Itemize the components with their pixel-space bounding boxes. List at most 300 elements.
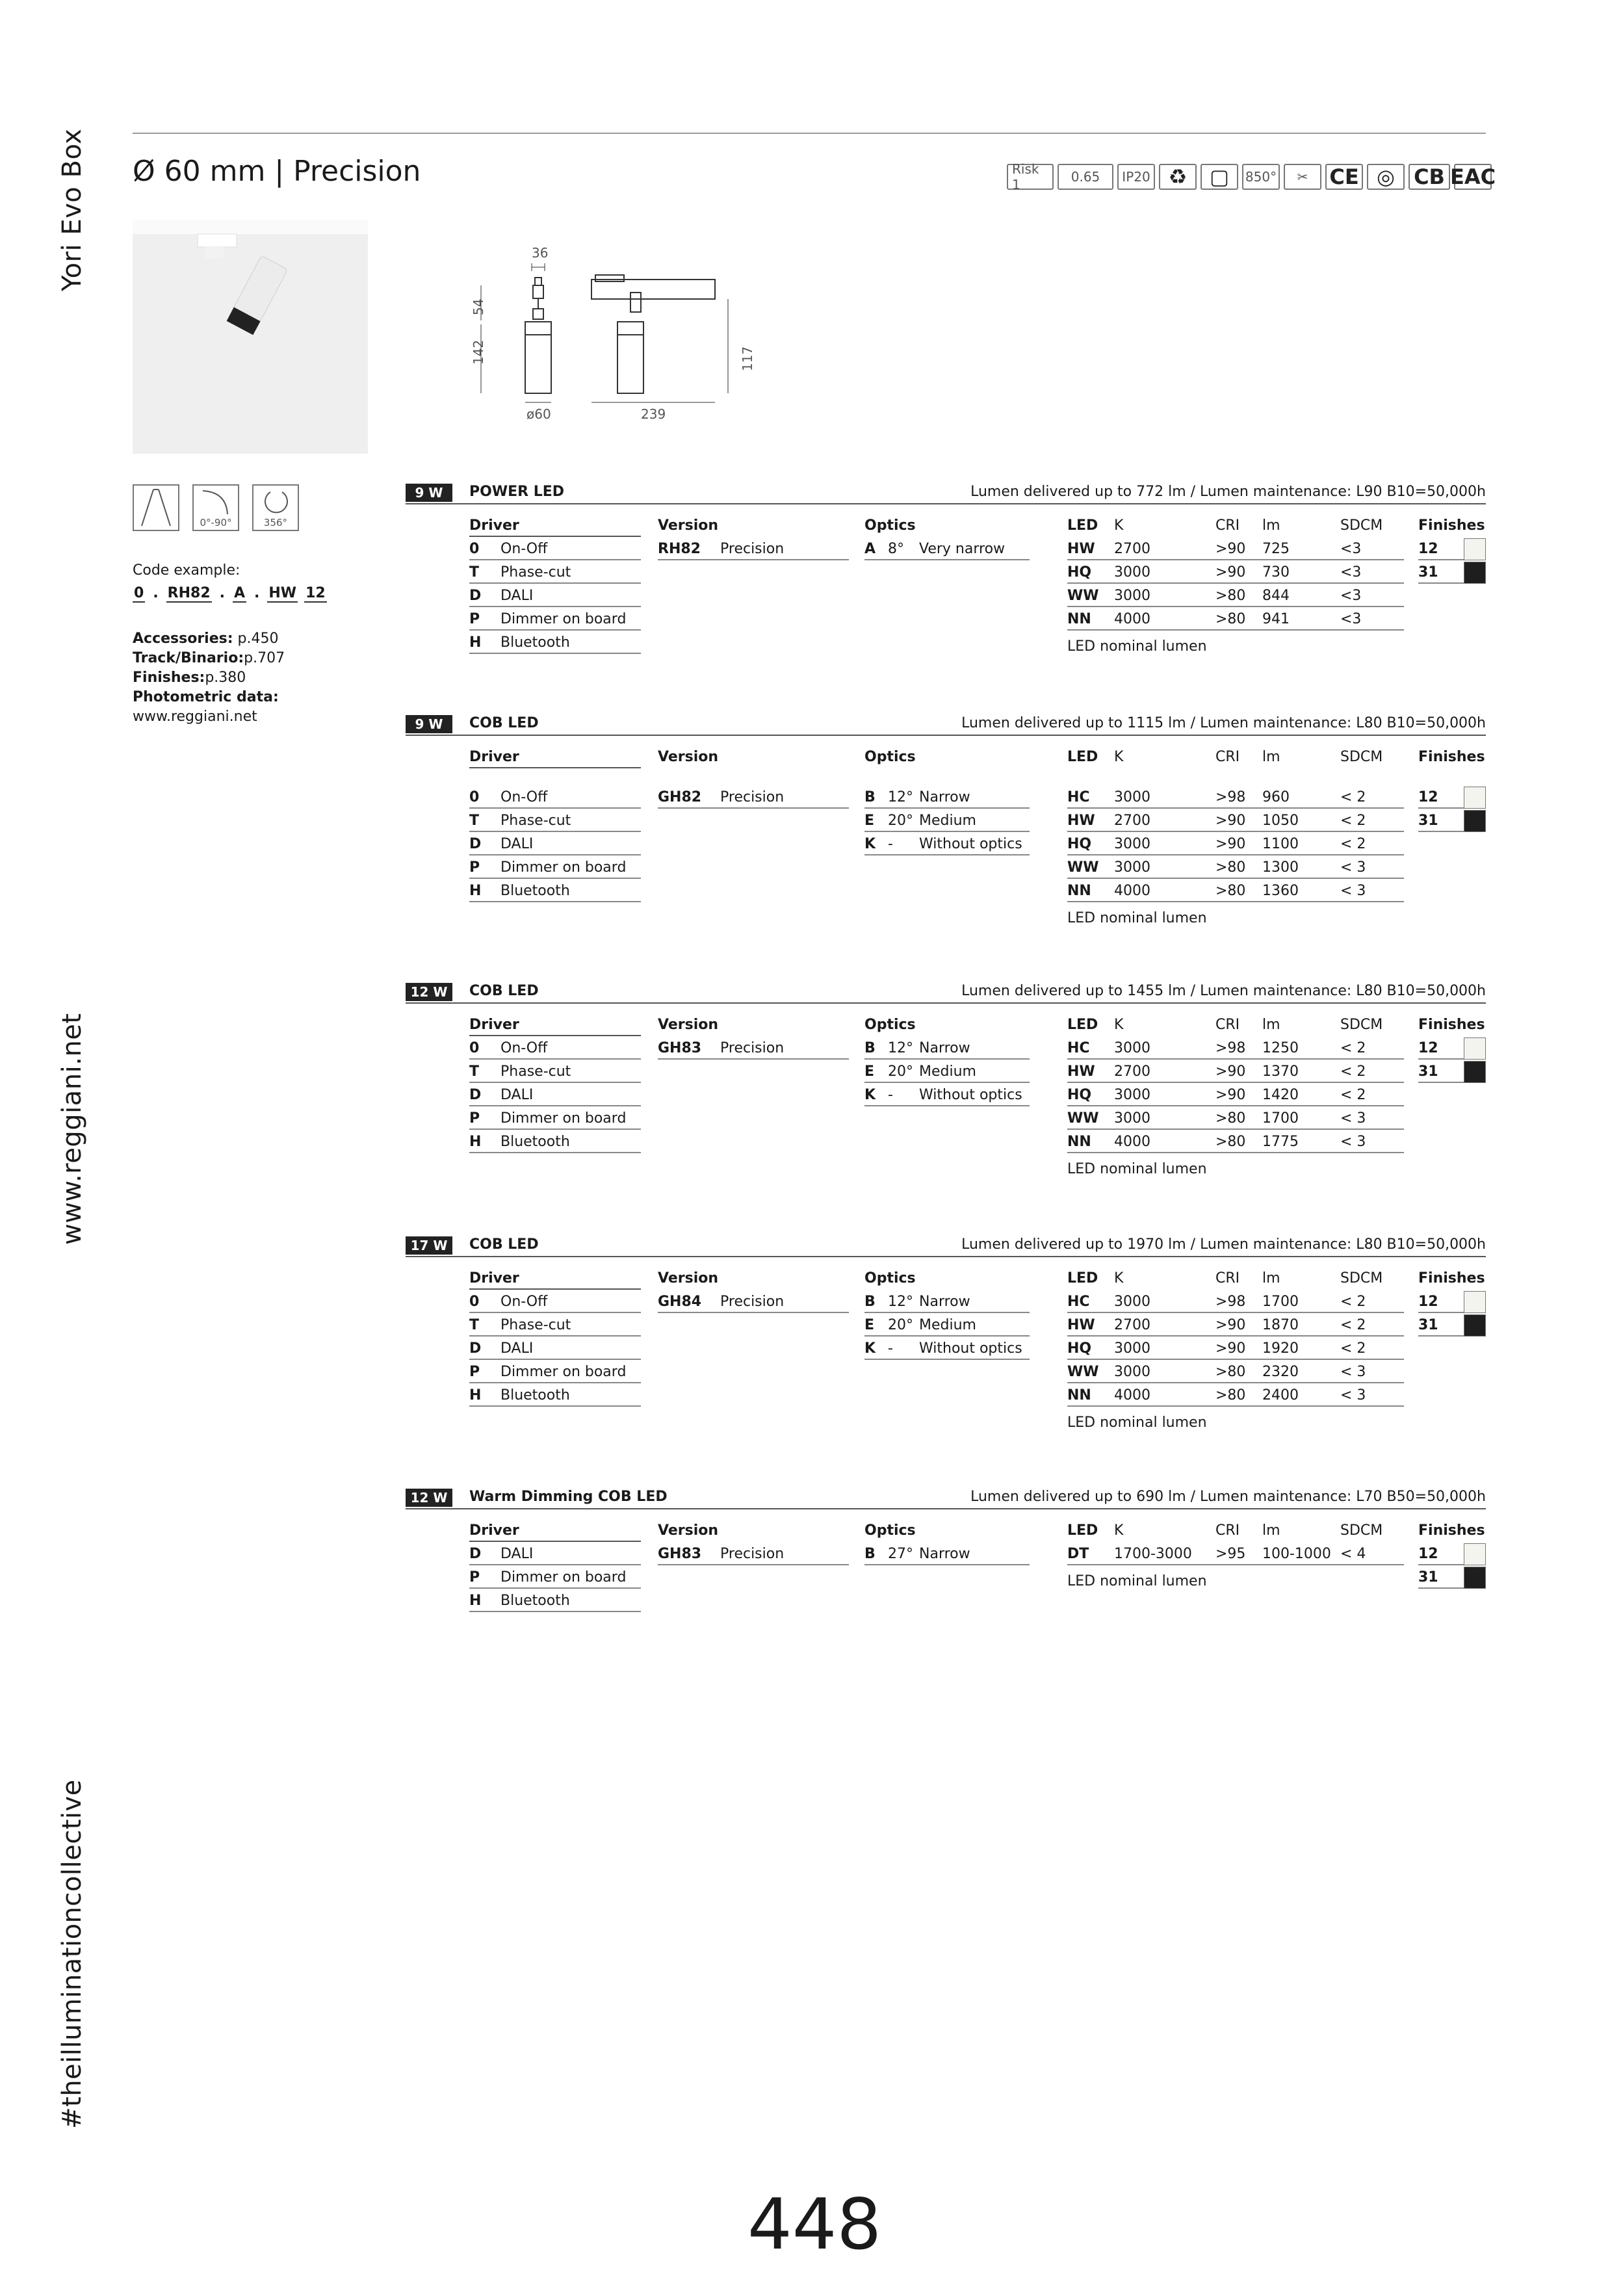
driver-code: T: [469, 1317, 480, 1333]
version-column: [658, 1015, 849, 1060]
finish-row: [1418, 1542, 1486, 1565]
version-code: GH83: [658, 1040, 702, 1056]
led-kelvin: 3000: [1114, 588, 1150, 604]
version-header: Version: [658, 1270, 719, 1286]
led-cri: >80: [1215, 859, 1246, 876]
finish-row: [1418, 1036, 1486, 1060]
version-code: GH82: [658, 789, 702, 805]
led-sdcm: <3: [1340, 541, 1362, 557]
led-sdcm: < 2: [1340, 836, 1366, 852]
finish-code: 31: [1418, 564, 1438, 581]
optics-angle: 12°: [888, 789, 913, 805]
optics-header: Optics: [864, 1017, 916, 1033]
version-code: RH82: [658, 541, 701, 557]
page-title: Ø 60 mm | Precision: [133, 155, 421, 188]
spacer: [658, 768, 849, 785]
led-header-cell: SDCM: [1340, 749, 1383, 765]
led-code: WW: [1067, 1364, 1099, 1380]
finishes-column: [1418, 1521, 1486, 1589]
finishes-page: p.380: [205, 670, 246, 686]
led-kelvin: 4000: [1114, 883, 1150, 899]
led-column: [1067, 748, 1404, 926]
side-product-name: Yori Evo Box: [57, 128, 87, 291]
version-name: Precision: [720, 1294, 785, 1310]
driver-code: D: [469, 1546, 482, 1562]
section-header: [406, 983, 1486, 1004]
optics-column: [864, 1521, 1030, 1565]
led-header-cell: CRI: [1215, 1017, 1240, 1033]
optics-header: Optics: [864, 517, 916, 534]
led-lumen: 1920: [1262, 1340, 1299, 1357]
version-header: Version: [658, 517, 719, 534]
version-header: Version: [658, 1522, 719, 1539]
led-cri: >80: [1215, 611, 1246, 627]
eac-mark: EAC: [1449, 164, 1496, 189]
led-sdcm: < 4: [1340, 1546, 1366, 1562]
led-sdcm: < 3: [1340, 859, 1366, 876]
led-type: COB LED: [469, 1236, 539, 1253]
driver-name: DALI: [500, 588, 534, 604]
driver-column: [469, 516, 641, 654]
led-row: [1067, 560, 1404, 584]
optics-row: [864, 1290, 1030, 1313]
led-lumen: 844: [1262, 588, 1290, 604]
version-column: [658, 1269, 849, 1313]
finish-code: 12: [1418, 1546, 1438, 1562]
led-lumen: 1050: [1262, 813, 1299, 829]
driver-code: H: [469, 634, 482, 651]
class-ii-icon: ▢: [1201, 164, 1238, 190]
optics-name: Narrow: [919, 1546, 970, 1562]
led-row: [1067, 855, 1404, 879]
led-sdcm: <3: [1340, 564, 1362, 581]
finishes-column: [1418, 516, 1486, 584]
driver-code: T: [469, 1063, 480, 1080]
led-row: [1067, 1313, 1404, 1337]
led-lumen: 1700: [1262, 1294, 1299, 1310]
optics-code: K: [864, 1340, 876, 1357]
led-sdcm: < 2: [1340, 1087, 1366, 1103]
optics-name: Without optics: [919, 1087, 1022, 1103]
lumen-info: Lumen delivered up to 1455 lm / Lumen maintenance: L80 B10=50,000h: [961, 983, 1486, 999]
driver-name: Phase-cut: [500, 1317, 571, 1333]
driver-code: D: [469, 1087, 482, 1103]
led-lumen: 1300: [1262, 859, 1299, 876]
led-sdcm: < 2: [1340, 1294, 1366, 1310]
optics-row: [864, 1337, 1030, 1360]
driver-name: Phase-cut: [500, 1063, 571, 1080]
wattage-badge: 12 W: [406, 983, 452, 1001]
led-lumen: 1870: [1262, 1317, 1299, 1333]
driver-code: H: [469, 1593, 482, 1609]
driver-code: H: [469, 1387, 482, 1403]
version-code: GH84: [658, 1294, 702, 1310]
driver-row: [469, 1360, 641, 1383]
driver-name: Phase-cut: [500, 813, 571, 829]
optics-code: B: [864, 1546, 876, 1562]
optics-name: Medium: [919, 1317, 976, 1333]
no-insulation-icon: ✂: [1284, 164, 1321, 190]
led-row: [1067, 785, 1404, 809]
led-header-cell: LED: [1067, 517, 1098, 534]
driver-row: [469, 1083, 641, 1106]
driver-code: P: [469, 1569, 480, 1585]
led-row: [1067, 1060, 1404, 1083]
led-sdcm: < 3: [1340, 1134, 1366, 1150]
led-cri: >90: [1215, 564, 1246, 581]
led-kelvin: 3000: [1114, 859, 1150, 876]
optics-code: E: [864, 1063, 875, 1080]
led-column: [1067, 1269, 1404, 1431]
version-header: Version: [658, 749, 719, 765]
code-example-label: Code example:: [133, 562, 240, 579]
driver-code: P: [469, 1110, 480, 1127]
finish-row: [1418, 1060, 1486, 1083]
finish-code: 31: [1418, 1569, 1438, 1585]
recycle-icon: ♻: [1159, 164, 1197, 190]
led-cri: >98: [1215, 1294, 1246, 1310]
driver-column: [469, 1521, 641, 1612]
dim-54-label: 54: [471, 298, 486, 315]
driver-header: Driver: [469, 1269, 641, 1290]
led-cri: >90: [1215, 1340, 1246, 1357]
driver-row: [469, 1106, 641, 1130]
led-kelvin: 3000: [1114, 1294, 1150, 1310]
driver-code: T: [469, 813, 480, 829]
tilt-icon: [192, 484, 239, 531]
led-row: [1067, 809, 1404, 832]
finish-code: 31: [1418, 1317, 1438, 1333]
driver-header: Driver: [469, 516, 641, 537]
led-lumen: 725: [1262, 541, 1290, 557]
optics-angle: -: [888, 1340, 893, 1357]
led-sdcm: < 2: [1340, 1340, 1366, 1357]
driver-column: [469, 748, 641, 902]
finish-code: 12: [1418, 789, 1438, 805]
led-cri: >98: [1215, 1040, 1246, 1056]
finish-row: [1418, 809, 1486, 832]
led-lumen: 2320: [1262, 1364, 1299, 1380]
driver-name: Bluetooth: [500, 634, 570, 651]
led-header-cell: SDCM: [1340, 1017, 1383, 1033]
led-type: COB LED: [469, 983, 539, 999]
beam-angle-icon: [133, 484, 179, 531]
led-header-cell: CRI: [1215, 1270, 1240, 1286]
finish-code: 12: [1418, 1294, 1438, 1310]
led-lumen: 1700: [1262, 1110, 1299, 1127]
photometric-url[interactable]: www.reggiani.net: [133, 709, 257, 725]
feature-icons: [133, 484, 299, 531]
optics-code: E: [864, 813, 875, 829]
driver-row: [469, 809, 641, 832]
led-cri: >90: [1215, 541, 1246, 557]
version-column: [658, 748, 849, 809]
led-code: HQ: [1067, 836, 1092, 852]
optics-code: K: [864, 836, 876, 852]
led-kelvin: 2700: [1114, 1317, 1150, 1333]
led-row: [1067, 879, 1404, 902]
optics-name: Very narrow: [919, 541, 1006, 557]
driver-name: Dimmer on board: [500, 611, 627, 627]
led-code: HQ: [1067, 564, 1092, 581]
optics-angle: 8°: [888, 541, 904, 557]
optics-row: [864, 1036, 1030, 1060]
driver-row: [469, 631, 641, 654]
version-row: [658, 1290, 849, 1313]
optics-header: Optics: [864, 1270, 916, 1286]
led-kelvin: 3000: [1114, 789, 1150, 805]
led-sdcm: < 2: [1340, 1317, 1366, 1333]
finishes-header: Finishes: [1418, 749, 1485, 765]
led-nominal-note: LED nominal lumen: [1067, 1573, 1207, 1589]
optics-row: [864, 1083, 1030, 1106]
led-lumen: 730: [1262, 564, 1290, 581]
driver-code: H: [469, 883, 482, 899]
led-code: HW: [1067, 541, 1095, 557]
led-code: WW: [1067, 859, 1099, 876]
led-row: [1067, 1360, 1404, 1383]
optics-row: [864, 1542, 1030, 1565]
technical-drawing: [442, 244, 780, 432]
led-cri: >80: [1215, 1387, 1246, 1403]
driver-code: P: [469, 1364, 480, 1380]
led-header-cell: lm: [1262, 1270, 1280, 1286]
led-lumen: 1420: [1262, 1087, 1299, 1103]
cb-mark: CB: [1409, 164, 1450, 190]
finishes-header: Finishes: [1418, 517, 1485, 534]
optics-column: [864, 748, 1030, 855]
glow-wire-badge: 850°: [1242, 164, 1280, 190]
wattage-badge: 9 W: [406, 484, 452, 502]
driver-code: D: [469, 836, 482, 852]
version-row: [658, 1036, 849, 1060]
version-code: GH83: [658, 1546, 702, 1562]
led-column: [1067, 1015, 1404, 1177]
led-header-cell: K: [1114, 1522, 1124, 1539]
page-number: 448: [747, 2184, 882, 2265]
dim-142-label: 142: [471, 339, 486, 365]
led-type: POWER LED: [469, 484, 565, 500]
led-header: [1067, 516, 1404, 537]
optics-column: [864, 1269, 1030, 1360]
led-header-cell: LED: [1067, 1270, 1098, 1286]
led-cri: >80: [1215, 588, 1246, 604]
led-header-cell: lm: [1262, 517, 1280, 534]
optics-name: Without optics: [919, 1340, 1022, 1357]
driver-row: [469, 1060, 641, 1083]
optics-angle: 12°: [888, 1040, 913, 1056]
driver-name: DALI: [500, 1340, 534, 1357]
led-code: NN: [1067, 1134, 1091, 1150]
led-kelvin: 3000: [1114, 564, 1150, 581]
led-header-cell: lm: [1262, 749, 1280, 765]
driver-row: [469, 537, 641, 560]
version-row: [658, 537, 849, 560]
optics-code: E: [864, 1317, 875, 1333]
optics-code: B: [864, 1294, 876, 1310]
certification-badges: [1007, 161, 1496, 192]
driver-row: [469, 607, 641, 631]
finishes-header: Finishes: [1418, 1270, 1485, 1286]
driver-column: [469, 1269, 641, 1407]
led-lumen: 1250: [1262, 1040, 1299, 1056]
driver-row: [469, 1337, 641, 1360]
driver-row: [469, 1542, 641, 1565]
led-header-cell: LED: [1067, 1522, 1098, 1539]
led-row: [1067, 584, 1404, 607]
driver-code: P: [469, 859, 480, 876]
led-header-cell: SDCM: [1340, 1522, 1383, 1539]
code-part: 0: [134, 585, 144, 601]
led-column: [1067, 1521, 1404, 1589]
track-page: p.707: [244, 650, 285, 666]
driver-name: Dimmer on board: [500, 1110, 627, 1127]
optics-code: K: [864, 1087, 876, 1103]
optics-angle: 27°: [888, 1546, 913, 1562]
led-sdcm: <3: [1340, 588, 1362, 604]
led-lumen: 1360: [1262, 883, 1299, 899]
led-cri: >95: [1215, 1546, 1246, 1562]
led-header-cell: CRI: [1215, 1522, 1240, 1539]
lumen-info: Lumen delivered up to 690 lm / Lumen maintenance: L70 B50=50,000h: [970, 1489, 1486, 1505]
led-code: HW: [1067, 813, 1095, 829]
optics-name: Narrow: [919, 789, 970, 805]
led-row: [1067, 1542, 1404, 1565]
led-sdcm: < 2: [1340, 789, 1366, 805]
led-nominal-note: LED nominal lumen: [1067, 910, 1207, 926]
led-code: HC: [1067, 789, 1090, 805]
side-website: www.reggiani.net: [57, 1013, 87, 1245]
optics-name: Narrow: [919, 1040, 970, 1056]
track-label: Track/Binario:: [133, 650, 244, 666]
led-header: [1067, 1521, 1404, 1542]
led-code: HW: [1067, 1063, 1095, 1080]
led-sdcm: < 3: [1340, 1387, 1366, 1403]
led-row: [1067, 1106, 1404, 1130]
driver-row: [469, 1036, 641, 1060]
driver-name: Phase-cut: [500, 564, 571, 581]
led-code: DT: [1067, 1546, 1089, 1562]
driver-name: Bluetooth: [500, 1387, 570, 1403]
optics-angle: -: [888, 836, 893, 852]
led-kelvin: 4000: [1114, 611, 1150, 627]
finish-code: 31: [1418, 1063, 1438, 1080]
finish-black-swatch: [1464, 1061, 1486, 1083]
dim-117-label: 117: [740, 346, 755, 371]
spec-section: [406, 1236, 1486, 1431]
led-header-cell: LED: [1067, 749, 1098, 765]
lumen-info: Lumen delivered up to 772 lm / Lumen maintenance: L90 B10=50,000h: [970, 484, 1486, 500]
led-cri: >98: [1215, 789, 1246, 805]
finish-row: [1418, 1290, 1486, 1313]
led-code: NN: [1067, 1387, 1091, 1403]
finish-white-swatch: [1464, 787, 1486, 809]
driver-name: On-Off: [500, 1294, 548, 1310]
led-code: HQ: [1067, 1087, 1092, 1103]
version-name: Precision: [720, 1040, 785, 1056]
led-code: HW: [1067, 1317, 1095, 1333]
led-kelvin: 1700-3000: [1114, 1546, 1192, 1562]
optics-code: B: [864, 789, 876, 805]
led-code: HQ: [1067, 1340, 1092, 1357]
led-header-cell: SDCM: [1340, 1270, 1383, 1286]
driver-code: H: [469, 1134, 482, 1150]
finish-white-swatch: [1464, 1037, 1486, 1060]
optics-name: Medium: [919, 1063, 976, 1080]
optics-angle: 20°: [888, 813, 913, 829]
spacer: [1418, 768, 1486, 785]
led-cri: >90: [1215, 1063, 1246, 1080]
led-sdcm: < 2: [1340, 1040, 1366, 1056]
optics-angle: 20°: [888, 1317, 913, 1333]
driver-code: 0: [469, 1040, 480, 1056]
led-sdcm: < 2: [1340, 1063, 1366, 1080]
version-row: [658, 1542, 849, 1565]
led-sdcm: <3: [1340, 611, 1362, 627]
section-header: [406, 484, 1486, 504]
led-kelvin: 3000: [1114, 836, 1150, 852]
version-header: Version: [658, 1017, 719, 1033]
finish-row: [1418, 560, 1486, 584]
optics-name: Medium: [919, 813, 976, 829]
led-sdcm: < 3: [1340, 883, 1366, 899]
driver-name: Dimmer on board: [500, 1364, 627, 1380]
led-nominal-note: LED nominal lumen: [1067, 638, 1207, 655]
led-row: [1067, 1083, 1404, 1106]
driver-row: [469, 1383, 641, 1407]
wattage-badge: 9 W: [406, 715, 452, 733]
led-header-cell: lm: [1262, 1522, 1280, 1539]
driver-header: Driver: [469, 748, 641, 768]
finish-row: [1418, 785, 1486, 809]
led-header-cell: K: [1114, 517, 1124, 534]
finishes-column: [1418, 1269, 1486, 1337]
led-cri: >90: [1215, 813, 1246, 829]
led-code: HC: [1067, 1294, 1090, 1310]
led-cri: >90: [1215, 836, 1246, 852]
led-cri: >90: [1215, 1087, 1246, 1103]
led-cri: >80: [1215, 1134, 1246, 1150]
driver-code: T: [469, 564, 480, 581]
led-lumen: 960: [1262, 789, 1290, 805]
finish-code: 12: [1418, 541, 1438, 557]
led-cri: >90: [1215, 1317, 1246, 1333]
optics-code: B: [864, 1040, 876, 1056]
driver-column: [469, 1015, 641, 1153]
driver-name: Bluetooth: [500, 883, 570, 899]
driver-row: [469, 855, 641, 879]
top-rule: [133, 133, 1486, 134]
references: [133, 629, 285, 727]
led-lumen: 941: [1262, 611, 1290, 627]
led-kelvin: 4000: [1114, 1134, 1150, 1150]
finish-black-swatch: [1464, 562, 1486, 584]
spec-section: [406, 983, 1486, 1177]
driver-row: [469, 1565, 641, 1589]
side-hashtag: #theilluminationcollective: [57, 1779, 87, 2129]
dim-239-label: 239: [641, 406, 666, 422]
led-header-cell: K: [1114, 1017, 1124, 1033]
version-row: [658, 785, 849, 809]
led-cri: >80: [1215, 1110, 1246, 1127]
led-lumen: 100-1000: [1262, 1546, 1331, 1562]
optics-angle: -: [888, 1087, 893, 1103]
ce-mark: CE: [1325, 164, 1363, 190]
dim-60-label: ø60: [526, 406, 551, 422]
finishes-column: [1418, 748, 1486, 832]
driver-row: [469, 1589, 641, 1612]
version-column: [658, 1521, 849, 1565]
